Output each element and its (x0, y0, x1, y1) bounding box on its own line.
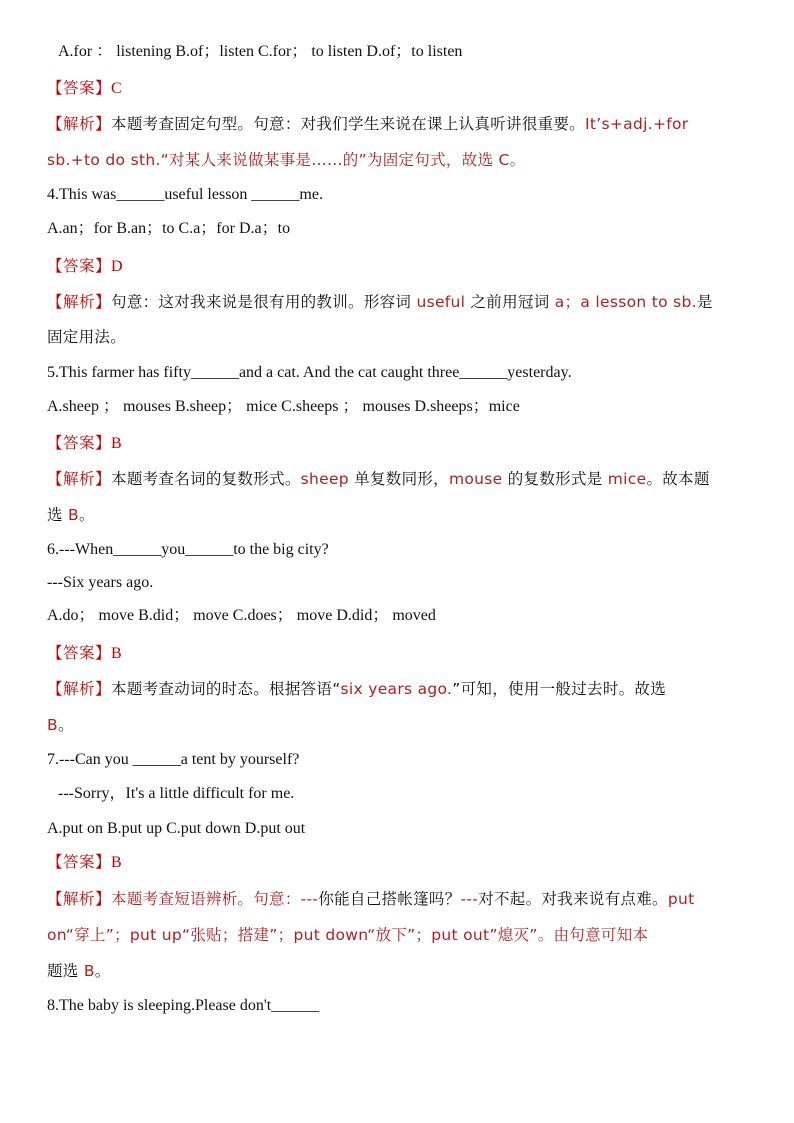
text-run: 。故本题 (646, 470, 710, 488)
section-tag: 【答案】 (47, 853, 112, 871)
text-line (47, 505, 782, 525)
section-tag: 【答案】 (47, 79, 112, 97)
text-line (47, 961, 782, 981)
text-run: A.sheep ； mouses B.sheep； mice C.sheeps ； mouses D.sheeps；mice (47, 398, 520, 415)
text-line (47, 573, 782, 593)
text-line (47, 363, 782, 383)
text-run: 本题考查动词的时态。根据答语“ (111, 680, 341, 698)
text-run: 固定用法。 (47, 328, 127, 346)
text-line (47, 78, 782, 99)
text-run: 。 (94, 962, 111, 980)
text-line (47, 643, 782, 664)
answer-letter: C (111, 80, 122, 97)
text-run: 本题考查名词的复数形式。 (111, 470, 301, 488)
text-line (47, 185, 782, 205)
section-tag: 【解析】 (47, 115, 112, 133)
text-run: 是 (696, 293, 713, 311)
text-run: 本题考查短语辨析。句意： (111, 890, 301, 908)
text-run: 5.This farmer has fifty______and a cat. And the cat caught three______yesterday. (47, 364, 572, 381)
text-run: put (667, 890, 695, 908)
text-line (47, 852, 782, 873)
text-run: B (47, 716, 58, 734)
text-line (47, 819, 782, 839)
text-line (47, 679, 782, 699)
text-line (47, 996, 782, 1016)
text-run: six years ago. (340, 680, 453, 698)
text-run: ---Sorry，It's a little difficult for me. (58, 785, 295, 802)
text-line (47, 433, 782, 454)
text-run: put down (293, 926, 368, 944)
section-tag: 【答案】 (47, 434, 112, 452)
text-line (47, 889, 782, 909)
text-run: 单复数同形， (348, 470, 449, 488)
section-tag: 【解析】 (47, 293, 112, 311)
text-run: 8.The baby is sleeping.Please don't______ (47, 997, 320, 1014)
text-line (47, 150, 782, 170)
text-run: put up (129, 926, 182, 944)
text-run: 选 (47, 506, 69, 524)
text-line (58, 42, 793, 62)
text-run: “穿上”； (65, 926, 130, 944)
text-run: a；a lesson to sb. (554, 293, 697, 311)
text-run: mice (607, 470, 647, 488)
text-line (47, 925, 782, 945)
text-run: “对某人来说做某事是……的”为固定句式，故选 C。 (160, 151, 526, 169)
text-line (47, 469, 782, 489)
answer-letter: D (111, 258, 123, 275)
text-run: 句意：这对我来说是很有用的教训。形容词 (111, 293, 417, 311)
text-line (47, 292, 782, 312)
text-run: 你能自己搭帐篷吗？ (318, 890, 461, 908)
text-run: --- (300, 890, 319, 908)
text-run: 。 (57, 716, 74, 734)
answer-letter: B (111, 435, 122, 452)
text-line (47, 606, 782, 626)
text-run: 之前用冠词 (465, 293, 555, 311)
answer-letter: B (111, 854, 122, 871)
text-run: It’s+adj.+for (585, 115, 689, 133)
text-run: 6.---When______you______to the big city? (47, 541, 329, 558)
text-run: 4.This was______useful lesson ______me. (47, 186, 323, 203)
text-line (47, 327, 782, 347)
text-line (58, 784, 793, 804)
text-run: --- (460, 890, 479, 908)
text-run: 7.---Can you ______a tent by yourself? (47, 751, 300, 768)
section-tag: 【解析】 (47, 470, 112, 488)
text-run: useful (416, 293, 466, 311)
text-run: “张贴；搭建”； (181, 926, 294, 944)
text-run: A.an；for B.an；to C.a；for D.a；to (47, 220, 291, 237)
section-tag: 【解析】 (47, 890, 112, 908)
text-run: ---Six years ago. (47, 574, 154, 591)
text-line (47, 219, 782, 239)
text-run: 本题考查固定句型。句意：对我们学生来说在课上认真听讲很重要。 (111, 115, 586, 133)
text-run: A.for ： listening B.of；listen C.for； to listen D.of；to listen (58, 43, 463, 60)
text-run: A.do； move B.did； move C.does； move D.did； moved (47, 607, 436, 624)
text-line (47, 540, 782, 560)
text-run: ”熄灭”。由句意可知本 (489, 926, 649, 944)
text-line (47, 114, 782, 134)
text-run: B (68, 506, 79, 524)
text-run: mouse (448, 470, 503, 488)
text-run: “放下”； (367, 926, 432, 944)
text-run: A.put on B.put up C.put down D.put out (47, 820, 306, 837)
text-line (47, 397, 782, 417)
text-run: put out (431, 926, 490, 944)
text-line (47, 715, 782, 735)
section-tag: 【解析】 (47, 680, 112, 698)
section-tag: 【答案】 (47, 257, 112, 275)
text-run: 。 (78, 506, 95, 524)
text-line (47, 256, 782, 277)
text-run: B (83, 962, 95, 980)
text-run: 的复数形式是 (502, 470, 608, 488)
text-run: ”可知，使用一般过去时。故选 (452, 680, 667, 698)
text-run: 题选 (47, 962, 84, 980)
section-tag: 【答案】 (47, 644, 112, 662)
answer-letter: B (111, 645, 122, 662)
text-run: on (47, 926, 66, 944)
text-run: sheep (300, 470, 349, 488)
text-line (47, 750, 782, 770)
text-run: sb.+to do sth. (47, 151, 161, 169)
text-run: 对不起。对我来说有点难。 (478, 890, 668, 908)
